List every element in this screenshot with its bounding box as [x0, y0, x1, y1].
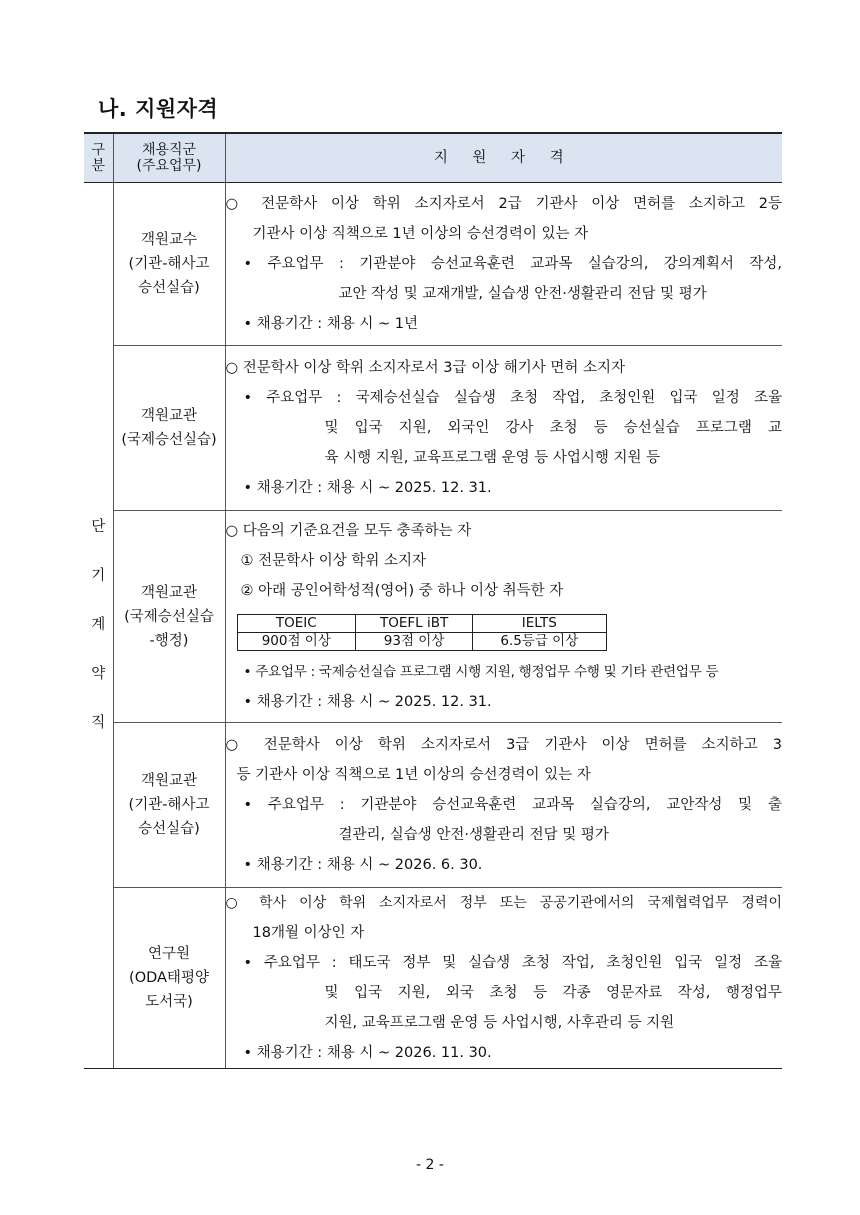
requirement-line: ① 전문학사 이상 학위 소지자 [240, 553, 427, 569]
job-line: -행정) [149, 632, 189, 649]
duty-line: • 주요업무 : 국제승선실습 실습생 초청 작업, 초청인원 입국 일정 조율 [243, 390, 782, 406]
header-qualification: 지 원 자 격 [225, 133, 782, 183]
duty-line: 및 입국 지원, 외국 초청 등 각종 영문자료 작성, 행정업무 [324, 985, 782, 1001]
qual-line: 18개월 이상인 자 [252, 925, 365, 941]
job-line: 연구원 [147, 946, 191, 962]
job-line: 승선실습) [138, 280, 200, 296]
qualification-cell [225, 183, 782, 346]
period-line: • 채용기간 : 채용 시 ~ 2025. 12. 31. [243, 694, 492, 710]
category-char: 직 [91, 715, 106, 731]
job-line: 객원교수 [140, 232, 198, 248]
qualification-cell [225, 511, 782, 723]
test-name: IELTS [473, 615, 606, 633]
job-line: (국제승선실습) [121, 432, 217, 448]
qual-line: 등 기관사 이상 직책으로 1년 이상의 승선경력이 있는 자 [236, 767, 591, 783]
job-cell [113, 511, 225, 723]
qualification-cell [225, 723, 782, 888]
category-char: 단 [91, 519, 106, 535]
duty-line: 교안 작성 및 교재개발, 실습생 안전·생활관리 전담 및 평가 [338, 286, 707, 302]
header-job-line: 채용직군 [141, 142, 197, 158]
duty-line: • 주요업무 : 국제승선실습 프로그램 시행 지원, 행정업무 수행 및 기타 관련업무 등 [243, 664, 719, 680]
job-cell [113, 346, 225, 511]
header-job [113, 133, 225, 183]
duty-line: 결관리, 실습생 안전·생활관리 전담 및 평가 [338, 827, 609, 843]
qual-line: ○ 다음의 기준요건을 모두 충족하는 자 [225, 523, 472, 539]
duty-line: • 주요업무 : 기관분야 승선교육훈련 교과목 실습강의, 강의계획서 작성, [243, 256, 782, 272]
job-line: (기관-해사고 [128, 797, 210, 813]
job-cell [113, 723, 225, 888]
period-line: • 채용기간 : 채용 시 ~ 2026. 6. 30. [243, 857, 483, 873]
qualification-cell [225, 888, 782, 1069]
category-char: 약 [91, 666, 106, 682]
job-line: 도서국) [145, 994, 193, 1010]
period-line: • 채용기간 : 채용 시 ~ 2025. 12. 31. [243, 480, 492, 496]
category-char: 기 [91, 568, 106, 584]
header-gubun-line: 구 [91, 142, 106, 158]
table-row [84, 183, 782, 346]
category-char: 계 [91, 617, 106, 633]
qual-line: ○ 전문학사 이상 학위 소지자로서 3급 기관사 이상 면허를 소지하고 3 [225, 737, 782, 753]
qualification-cell [225, 346, 782, 511]
table-row [84, 888, 782, 1069]
qualification-table [84, 132, 782, 1069]
period-line: • 채용기간 : 채용 시 ~ 2026. 11. 30. [243, 1045, 492, 1061]
qual-line: ○ 학사 이상 학위 소지자로서 정부 또는 공공기관에서의 국제협력업무 경력이 [225, 895, 782, 911]
header-gubun [84, 133, 113, 183]
table-header-row [84, 133, 782, 183]
header-gubun-line: 분 [91, 158, 106, 174]
job-line: (ODA태평양 [129, 970, 209, 986]
language-score-table [237, 614, 607, 651]
section-title: 나. 지원자격 [98, 97, 219, 121]
category-cell [84, 183, 113, 1069]
test-name-row [237, 615, 606, 633]
job-line: 객원교관 [140, 773, 198, 789]
job-line: 객원교관 [140, 408, 198, 424]
qual-line: ○ 전문학사 이상 학위 소지자로서 2급 기관사 이상 면허를 소지하고 2등 [225, 196, 782, 212]
page-number: - 2 - [416, 1157, 444, 1173]
duty-line: 및 입국 지원, 외국인 강사 초청 등 승선실습 프로그램 교 [324, 420, 782, 436]
duty-line: • 주요업무 : 기관분야 승선교육훈련 교과목 실습강의, 교안작성 및 출 [243, 797, 782, 813]
table-row [84, 511, 782, 723]
qual-line: ○ 전문학사 이상 학위 소지자로서 3급 이상 해기사 면허 소지자 [225, 360, 626, 376]
table-row [84, 346, 782, 511]
duty-line: 육 시행 지원, 교육프로그램 운영 등 사업시행 지원 등 [324, 450, 661, 466]
duty-line: • 주요업무 : 태도국 정부 및 실습생 초청 작업, 초청인원 입국 일정 조율 [243, 955, 782, 971]
requirement-line: ② 아래 공인어학성적(영어) 중 하나 이상 취득한 자 [240, 583, 564, 599]
job-cell [113, 888, 225, 1069]
duty-line: 지원, 교육프로그램 운영 등 사업시행, 사후관리 등 지원 [324, 1015, 675, 1031]
table-row [84, 723, 782, 888]
job-line: 승선실습) [138, 821, 200, 837]
job-line: (국제승선실습 [124, 608, 214, 625]
period-line: • 채용기간 : 채용 시 ~ 1년 [243, 316, 419, 332]
header-job-line: (주요업무) [136, 158, 202, 174]
job-line: 객원교관 [140, 584, 198, 601]
qual-line: 기관사 이상 직책으로 1년 이상의 승선경력이 있는 자 [252, 226, 589, 242]
job-cell [113, 183, 225, 346]
test-score: 93점 이상 [356, 633, 473, 651]
test-name: TOEFL iBT [356, 615, 473, 633]
test-name: TOEIC [237, 615, 356, 633]
test-score-row [237, 633, 606, 651]
test-score: 900점 이상 [237, 633, 356, 651]
test-score: 6.5등급 이상 [473, 633, 606, 651]
job-line: (기관-해사고 [128, 256, 210, 272]
